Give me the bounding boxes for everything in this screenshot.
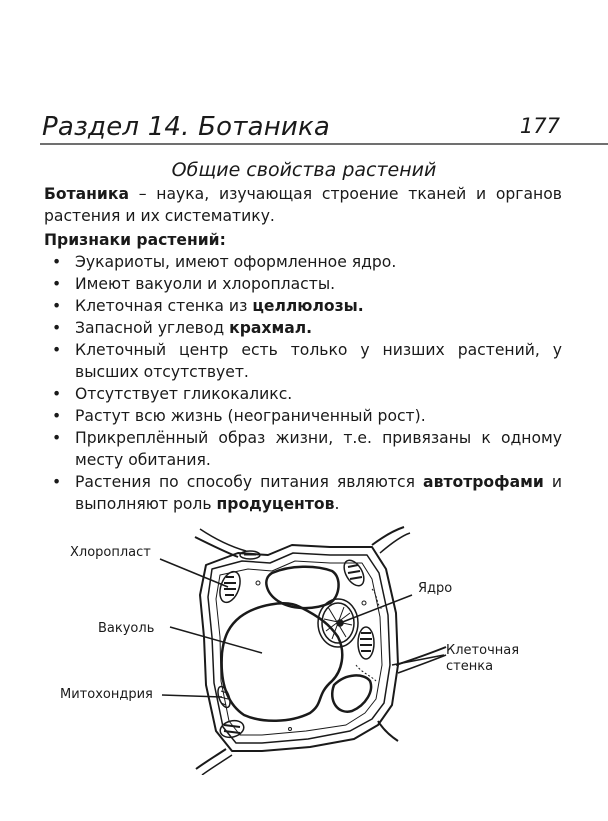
list-item: • Запасной углевод крахмал. [52,319,313,337]
label-cell-wall-line1: Клеточная [446,643,520,658]
label-mitochondria: Митохондрия [60,687,153,702]
vacuole-pointer [170,627,262,653]
plant-cell-diagram [0,525,608,775]
label-vacuole: Вакуоль [98,621,155,636]
list-item: • Растут всю жизнь (неограниченный рост). [52,407,426,425]
cell-wall-outer [200,545,398,751]
header-rule [40,143,608,145]
features-list [44,251,562,515]
vacuole [222,603,343,720]
list-item: • Клеточная стенка из целлюлозы. [52,297,364,315]
list-item: • Эукариоты, имеют оформленное ядро. [52,253,397,271]
bullet: • [52,319,62,337]
features-heading: Признаки растений: [44,231,226,249]
bullet: • [52,341,62,359]
definition-term: Ботаника [44,185,129,203]
label-chloroplast: Хлоропласт [70,545,151,560]
list-item: • Отсутствует гликокаликс. [52,385,293,403]
bullet: • [52,473,62,491]
page-number: 177 [519,114,560,138]
list-item: • Клеточный центр есть только у низших растений, у высших отсутствует. [52,341,562,381]
list-item: • Имеют вакуоли и хлоропласты. [52,275,336,293]
bullet: • [52,429,62,447]
bullet: • [52,275,62,293]
definition-paragraph [44,183,562,227]
mitochondria-pointer [162,695,222,697]
label-cell-wall-line2: стенка [446,659,494,674]
bullet: • [52,385,62,403]
bullet: • [52,297,62,315]
section-title: Раздел 14. Ботаника [42,112,331,142]
definition-text: – наука, изучающая строение тканей и органов растения и их систематику. [44,185,562,225]
chloroplast-pointer [160,559,228,587]
list-item: • Прикреплённый образ жизни, т.е. привязаны к одному месту обитания. [52,429,562,469]
label-nucleus: Ядро [418,581,453,596]
bullet: • [52,253,62,271]
chloroplast-2 [340,557,368,589]
chloroplast-3 [358,627,374,659]
list-item: • Растения по способу питания являются автотрофами и выполняют роль продуцентов. [52,473,562,513]
bullet: • [52,407,62,425]
page-header [42,108,562,144]
subtitle: Общие свойства растений [171,159,437,181]
chloroplast-1 [216,569,244,605]
